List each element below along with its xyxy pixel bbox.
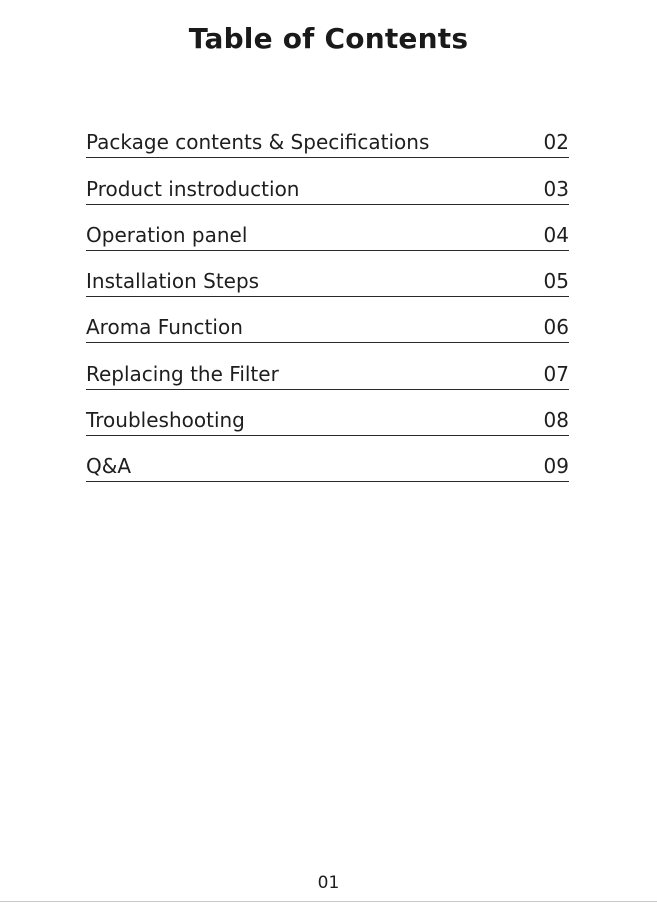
toc-item-page-number: 03 <box>543 176 569 201</box>
toc-item-replacing-filter[interactable] <box>86 343 569 389</box>
toc-item-label: Q&A <box>86 454 132 479</box>
toc-item-operation-panel[interactable] <box>86 205 569 251</box>
toc-item-aroma-function[interactable] <box>86 297 569 343</box>
toc-item-label: Operation panel <box>86 222 248 247</box>
toc-item-page-number: 08 <box>543 408 569 433</box>
footer-page-number: 01 <box>317 873 340 893</box>
toc-item-label: Product instroduction <box>86 176 300 201</box>
toc-item-package-contents[interactable] <box>86 112 569 158</box>
toc-item-label: Package contents & Specifications <box>86 130 430 155</box>
toc-item-page-number: 04 <box>543 222 569 247</box>
toc-item-troubleshooting[interactable] <box>86 390 569 436</box>
toc-item-label: Troubleshooting <box>86 408 245 433</box>
toc-item-page-number: 05 <box>543 269 569 294</box>
bottom-divider <box>0 901 657 902</box>
toc-item-page-number: 02 <box>543 130 569 155</box>
toc-item-page-number: 07 <box>543 361 569 386</box>
table-of-contents <box>86 112 569 482</box>
toc-item-page-number: 09 <box>543 454 569 479</box>
toc-item-label: Installation Steps <box>86 269 260 294</box>
toc-item-label: Aroma Function <box>86 315 243 340</box>
toc-item-page-number: 06 <box>543 315 569 340</box>
page-title: Table of Contents <box>188 22 469 55</box>
toc-item-qa[interactable] <box>86 436 569 482</box>
toc-item-installation-steps[interactable] <box>86 251 569 297</box>
toc-item-label: Replacing the Filter <box>86 361 279 386</box>
toc-item-product-introduction[interactable] <box>86 158 569 204</box>
